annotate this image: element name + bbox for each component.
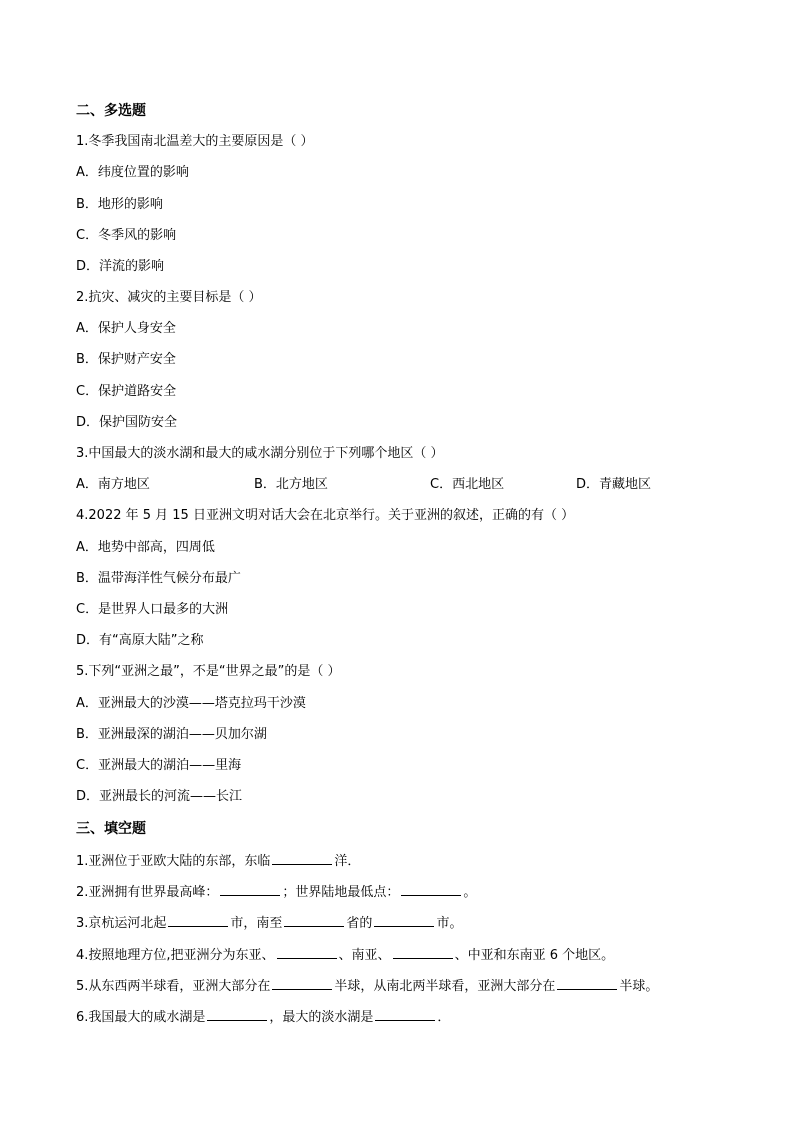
answer-blank[interactable] xyxy=(374,913,434,927)
fill-2-text-c: 。 xyxy=(463,885,477,900)
fill-question-6 xyxy=(76,1007,450,1027)
fill-question-2 xyxy=(76,882,476,902)
fill-3-text-d: 市。 xyxy=(436,916,463,931)
question-2-option-d: D．保护国防安全 xyxy=(76,415,178,430)
question-3-option-a: A．南方地区 xyxy=(76,477,150,492)
question-5-option-c: C．亚洲最大的湖泊——里海 xyxy=(76,758,242,773)
answer-blank[interactable] xyxy=(168,913,228,927)
question-1-option-a: A．纬度位置的影响 xyxy=(76,165,189,180)
question-5-stem: 5.下列“亚洲之最”，不是“世界之最”的是（ ） xyxy=(76,664,341,679)
answer-blank[interactable] xyxy=(401,882,461,896)
section-heading-multiple-choice: 二、多选题 xyxy=(76,103,146,119)
fill-3-text-c: 省的 xyxy=(346,916,373,931)
fill-1-text-b: 洋． xyxy=(334,854,361,869)
answer-blank[interactable] xyxy=(284,913,344,927)
fill-4-text-a: 4.按照地理方位,把亚洲分为东亚、 xyxy=(76,948,275,963)
question-3-option-d: D．青藏地区 xyxy=(576,477,652,492)
question-3-stem: 3.中国最大的淡水湖和最大的咸水湖分别位于下列哪个地区（ ） xyxy=(76,446,444,461)
fill-1-text-a: 1.亚洲位于亚欧大陆的东部，东临 xyxy=(76,854,271,869)
question-5-option-a: A．亚洲最大的沙漠——塔克拉玛干沙漠 xyxy=(76,696,306,711)
fill-6-text-c: ． xyxy=(437,1010,451,1025)
fill-2-text-a: 2.亚洲拥有世界最高峰： xyxy=(76,885,219,900)
fill-3-text-a: 3.京杭运河北起 xyxy=(76,916,167,931)
fill-3-text-b: 市，南至 xyxy=(230,916,283,931)
answer-blank[interactable] xyxy=(557,976,617,990)
question-2-option-a: A．保护人身安全 xyxy=(76,321,176,336)
fill-2-text-b: ；世界陆地最低点： xyxy=(282,885,400,900)
fill-question-1 xyxy=(76,851,360,871)
question-5-option-d: D．亚洲最长的河流——长江 xyxy=(76,789,243,804)
fill-question-5 xyxy=(76,976,658,996)
question-4-option-c: C．是世界人口最多的大洲 xyxy=(76,602,229,617)
fill-4-text-b: 、南亚、 xyxy=(338,948,391,963)
question-2-stem: 2.抗灾、减灾的主要目标是（ ） xyxy=(76,290,262,305)
answer-blank[interactable] xyxy=(272,976,332,990)
question-2-option-b: B．保护财产安全 xyxy=(76,352,176,367)
question-1-option-d: D．洋流的影响 xyxy=(76,259,165,274)
fill-4-text-c: 、中亚和东南亚 6 个地区。 xyxy=(454,948,615,963)
question-3-option-c: C．西北地区 xyxy=(430,477,505,492)
answer-blank[interactable] xyxy=(207,1007,267,1021)
question-1-option-b: B．地形的影响 xyxy=(76,197,163,212)
fill-question-4 xyxy=(76,945,614,965)
section-heading-fill-in: 三、填空题 xyxy=(76,821,146,837)
question-5-option-b: B．亚洲最深的湖泊——贝加尔湖 xyxy=(76,727,267,742)
question-4-option-a: A．地势中部高，四周低 xyxy=(76,540,215,555)
question-4-stem: 4.2022 年 5 月 15 日亚洲文明对话大会在北京举行。关于亚洲的叙述，正确的有（ ） xyxy=(76,508,575,523)
answer-blank[interactable] xyxy=(277,945,337,959)
answer-blank[interactable] xyxy=(220,882,280,896)
question-2-option-c: C．保护道路安全 xyxy=(76,384,177,399)
answer-blank[interactable] xyxy=(375,1007,435,1021)
answer-blank[interactable] xyxy=(272,851,332,865)
question-3-option-b: B．北方地区 xyxy=(254,477,328,492)
fill-6-text-a: 6.我国最大的咸水湖是 xyxy=(76,1010,206,1025)
fill-5-text-a: 5.从东西两半球看，亚洲大部分在 xyxy=(76,979,271,994)
fill-5-text-b: 半球，从南北两半球看，亚洲大部分在 xyxy=(334,979,556,994)
question-1-stem: 1.冬季我国南北温差大的主要原因是（ ） xyxy=(76,134,314,149)
question-4-option-d: D．有“高原大陆”之称 xyxy=(76,633,204,648)
fill-6-text-b: ，最大的淡水湖是 xyxy=(269,1010,374,1025)
question-1-option-c: C．冬季风的影响 xyxy=(76,228,177,243)
fill-5-text-c: 半球。 xyxy=(619,979,659,994)
answer-blank[interactable] xyxy=(393,945,453,959)
question-4-option-b: B．温带海洋性气候分布最广 xyxy=(76,571,241,586)
fill-question-3 xyxy=(76,913,462,933)
